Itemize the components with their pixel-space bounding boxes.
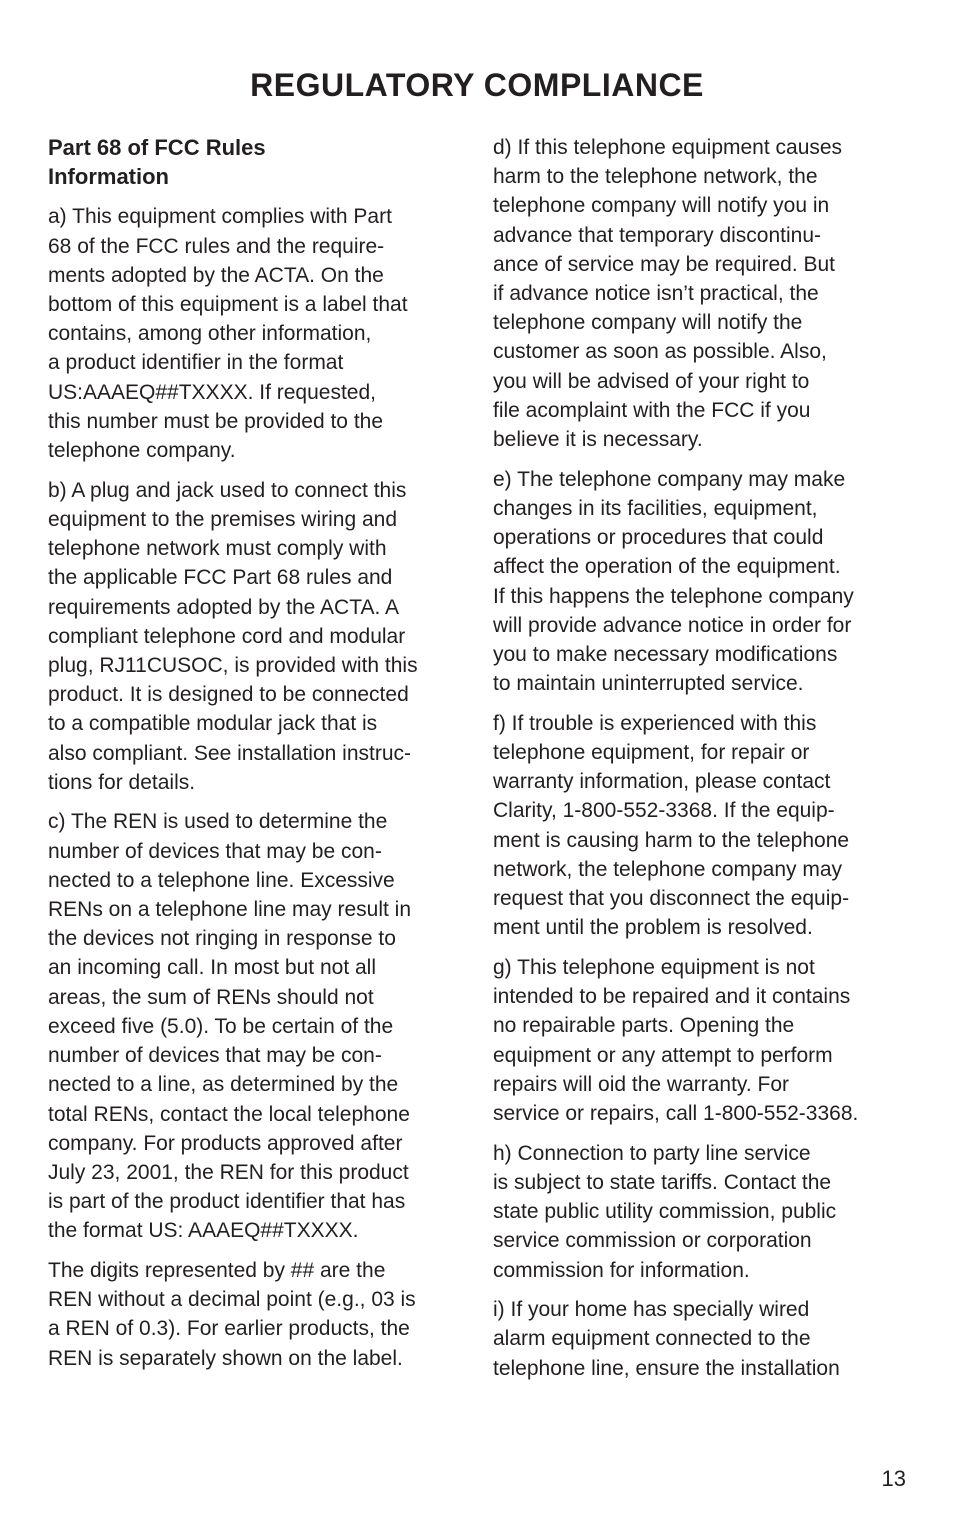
paragraph-d: d) If this telephone equipment causes harm to the telephone network, the telephone company will notify you in advance that temporary discontinu- ance of service may be required. But if advance notice isn’t practical, the telephone company will notify the customer as soon as possible. Also, you will be advised of your right to file acomplaint with the FCC if you believe it is necessary.: [493, 136, 843, 452]
paragraph-b: b) A plug and jack used to connect this equipment to the premises wiring and telephone network must comply with the applicable FCC Part 68 rules and requirements adopted by the ACTA. A compliant telephone cord and modular plug, RJ11CUSOC, is provided with this product. It is designed to be connected to a compatible modular jack that is also compliant. See installation instruc- tions for details.: [48, 478, 418, 794]
paragraph-e: e) The telephone company may make changes in its facilities, equipment, operations or procedures that could affect the operation of the equipment. If this happens the telephone company will provide advance notice in order for you to make necessary modifications to maintain uninterrupted service.: [493, 467, 854, 696]
paragraph-i: i) If your home has specially wired alarm equipment connected to the telephone line, ensure the installation: [493, 1298, 840, 1380]
left-column: [48, 133, 458, 1383]
page-title: REGULATORY COMPLIANCE: [250, 67, 704, 103]
paragraph-g: g) This telephone equipment is not intended to be repaired and it contains no repairable parts. Opening the equipment or any attempt to perform repairs will oid the warranty. For service or repairs, call 1-800-552-3368.: [493, 955, 859, 1125]
paragraph-h: h) Connection to party line service is subject to state tariffs. Contact the state public utility commission, public service commission or corporation commission for information.: [493, 1141, 837, 1282]
paragraph-a: a) This equipment complies with Part 68 of the FCC rules and the require- ments adopted by the ACTA. On the bottom of this equipment is a label that contains, among other information, a product identifier in the format US:AAAEQ##TXXXX. If requested, this number must be provided to the telephone company.: [48, 205, 408, 463]
paragraph-c: c) The REN is used to determine the number of devices that may be con- nected to a telephone line. Excessive RENs on a telephone line may result in the devices not ringing in response to an incoming call. In most but not all areas, the sum of RENs should not exceed five (5.0). To be certain of the number of devices that may be con- nected to a line, as determined by the total RENs, contact the local telephone company. For products approved after July 23, 2001, the REN for this product is part of the product identifier that has the format US: AAAEQ##TXXXX.: [48, 810, 412, 1243]
section-heading: Part 68 of FCC Rules Information: [48, 135, 266, 190]
paragraph-f: f) If trouble is experienced with this telephone equipment, for repair or warranty information, please contact Clarity, 1-800-552-3368. If the equip- ment is causing harm to the telephone network, the telephone company may request that you disconnect the equip- ment until the problem is resolved.: [493, 711, 850, 940]
right-column: [493, 133, 903, 1393]
paragraph-ren-digits: The digits represented by ## are the REN without a decimal point (e.g., 03 is a REN of 0.3). For earlier products, the REN is separately shown on the label.: [48, 1259, 416, 1370]
page-number: 13: [881, 1466, 906, 1491]
